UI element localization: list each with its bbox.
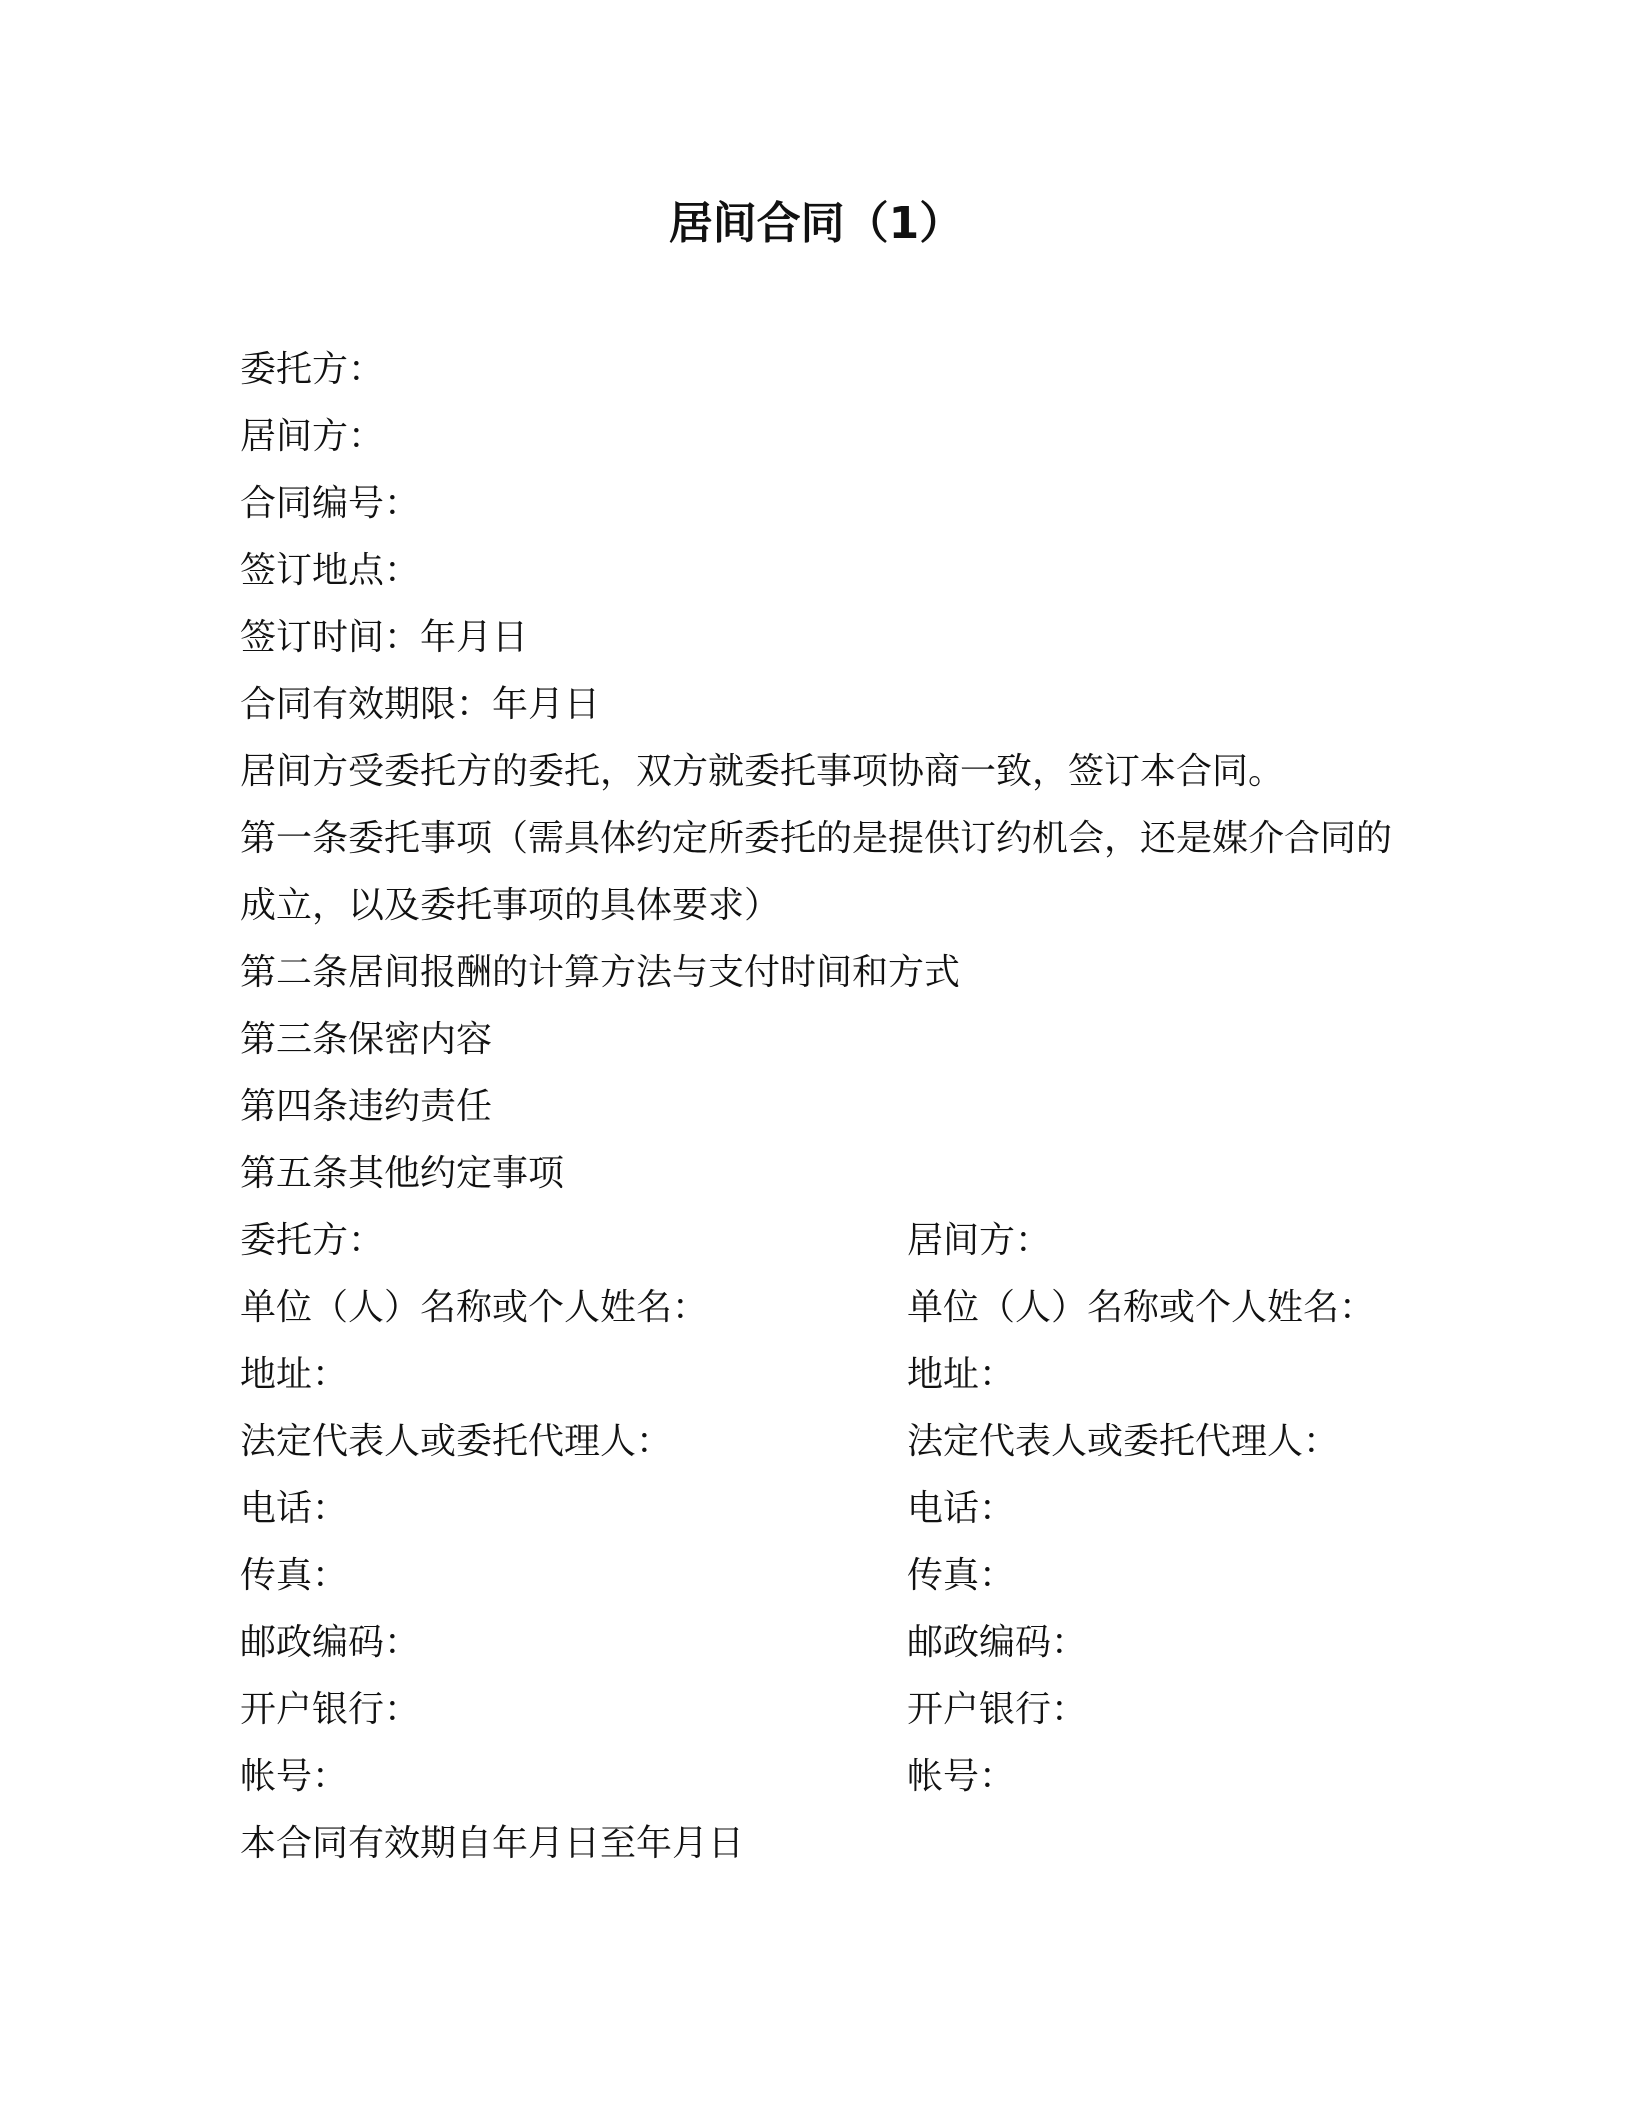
field-validity-period: 合同有效期限：年月日 [240, 684, 601, 725]
document-body [240, 336, 1400, 1877]
client-representative-label: 法定代表人或委托代理人： [240, 1421, 673, 1462]
intermediary-bank-label: 开户银行： [907, 1689, 1088, 1730]
intermediary-phone-label: 电话： [907, 1488, 1016, 1529]
article-1: 第一条委托事项（需具体约定所委托的是提供订约机会，还是媒介合同的成立，以及委托事项的具体要求） [240, 818, 1393, 926]
intermediary-representative-label: 法定代表人或委托代理人： [907, 1421, 1340, 1462]
field-intermediary: 居间方： [240, 416, 385, 457]
client-postcode-label: 邮政编码： [240, 1622, 421, 1663]
client-phone-label: 电话： [240, 1488, 349, 1529]
intro-paragraph: 居间方受委托方的委托，双方就委托事项协商一致，签订本合同。 [240, 751, 1285, 792]
intermediary-fax-label: 传真： [907, 1555, 1016, 1596]
validity-statement: 本合同有效期自年月日至年月日 [240, 1823, 745, 1864]
article-3: 第三条保密内容 [240, 1019, 493, 1060]
field-contract-number: 合同编号： [240, 483, 421, 524]
article-2: 第二条居间报酬的计算方法与支付时间和方式 [240, 952, 961, 993]
intermediary-account-label: 帐号： [907, 1756, 1016, 1797]
client-bank-label: 开户银行： [240, 1689, 421, 1730]
field-signing-place: 签订地点： [240, 550, 421, 591]
signature-row [240, 1341, 1400, 1408]
signature-block [240, 1207, 1400, 1810]
signature-row [240, 1274, 1400, 1341]
signature-row [240, 1743, 1400, 1810]
intermediary-party-label: 居间方： [907, 1220, 1052, 1261]
document-title: 居间合同（1） [668, 198, 964, 249]
field-signing-time: 签订时间：年月日 [240, 617, 529, 658]
signature-row [240, 1475, 1400, 1542]
article-5: 第五条其他约定事项 [240, 1153, 565, 1194]
client-fax-label: 传真： [240, 1555, 349, 1596]
client-name-label: 单位（人）名称或个人姓名： [240, 1287, 709, 1328]
intermediary-name-label: 单位（人）名称或个人姓名： [907, 1287, 1376, 1328]
signature-row [240, 1609, 1400, 1676]
signature-row [240, 1207, 1400, 1274]
intermediary-address-label: 地址： [907, 1354, 1016, 1395]
client-account-label: 帐号： [240, 1756, 349, 1797]
article-4: 第四条违约责任 [240, 1086, 493, 1127]
signature-row [240, 1676, 1400, 1743]
intermediary-postcode-label: 邮政编码： [907, 1622, 1088, 1663]
field-client: 委托方： [240, 349, 385, 390]
client-party-label: 委托方： [240, 1220, 385, 1261]
signature-row [240, 1408, 1400, 1475]
signature-row [240, 1542, 1400, 1609]
client-address-label: 地址： [240, 1354, 349, 1395]
